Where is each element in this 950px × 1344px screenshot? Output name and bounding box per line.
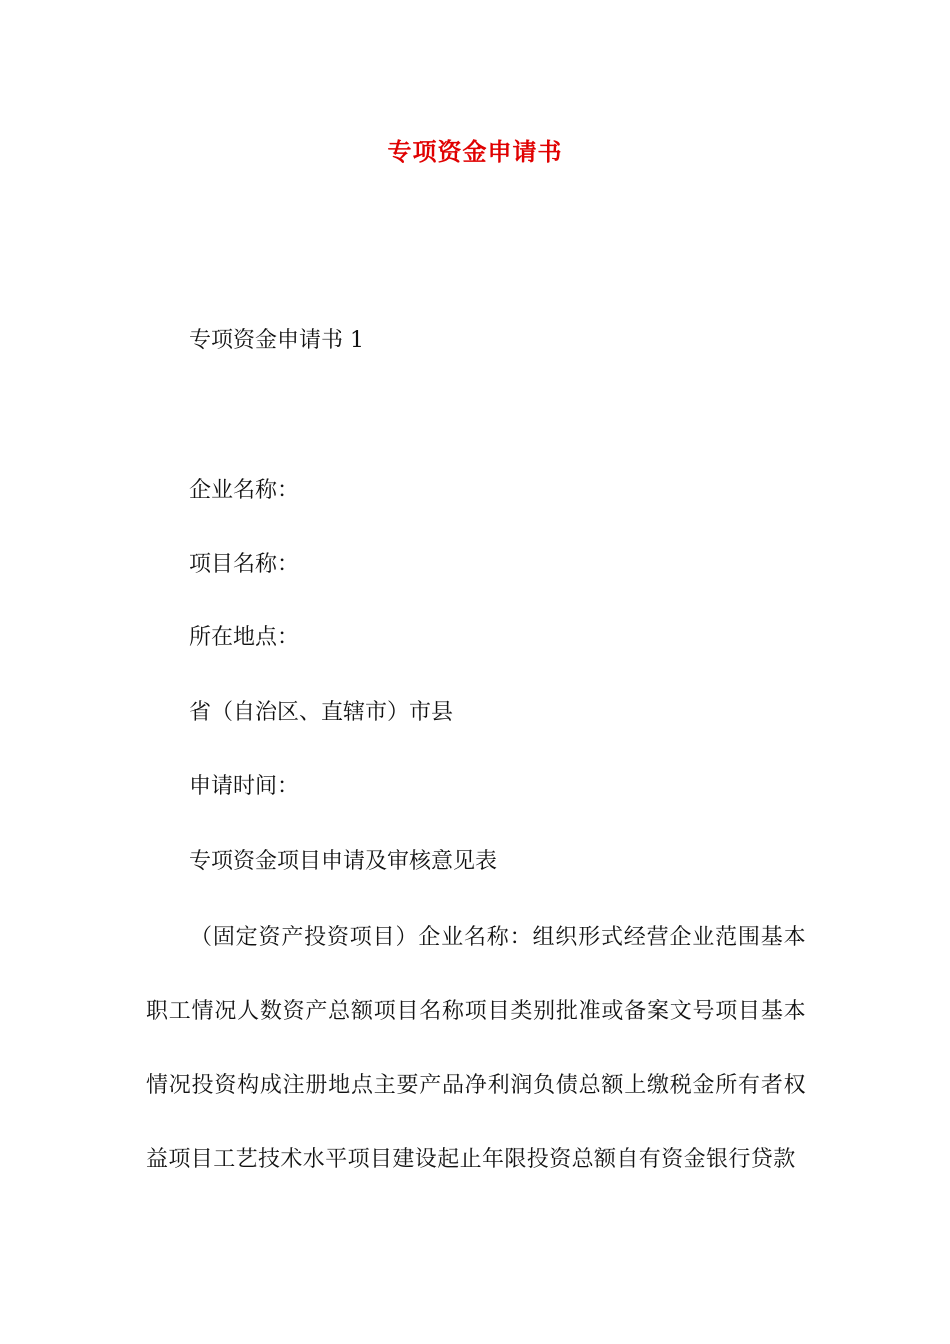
region-label: 省（自治区、直辖市）市县 bbox=[189, 700, 454, 725]
apply-time-label: 申请时间： bbox=[189, 774, 300, 799]
body-paragraph: （固定资产投资项目）企业名称：组织形式经营企业范围基本职工情况人数资产总额项目名称项目类别批准或备案文号项目基本情况投资构成注册地点主要产品净利润负债总额上缴税金所有者权益项目工艺技术水平项目建设起止年限投资总额自有资金银行贷款 bbox=[146, 925, 806, 1172]
location-label: 所在地点： bbox=[189, 625, 300, 650]
project-name-label: 项目名称： bbox=[189, 552, 300, 577]
enterprise-name-label: 企业名称： bbox=[189, 478, 300, 503]
document-title: 专项资金申请书 bbox=[387, 137, 563, 166]
table-title: 专项资金项目申请及审核意见表 bbox=[189, 849, 498, 874]
document-subtitle: 专项资金申请书 1 bbox=[189, 328, 364, 353]
